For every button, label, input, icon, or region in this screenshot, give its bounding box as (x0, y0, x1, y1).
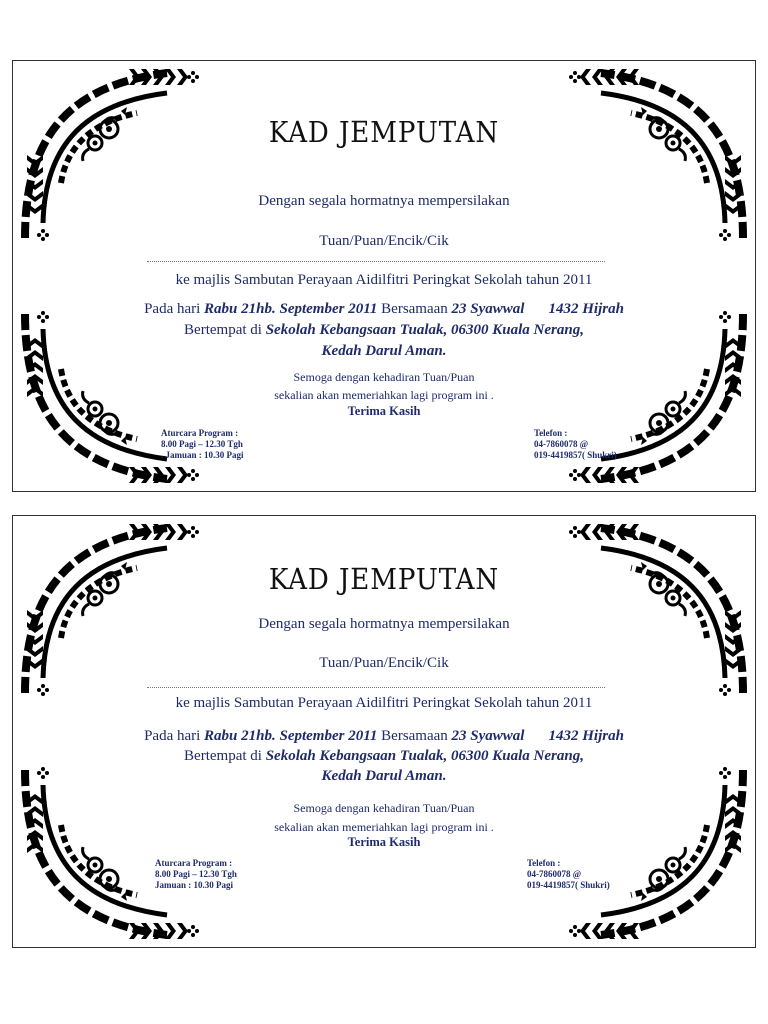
recipient-name-line (147, 261, 605, 262)
corner-ornament-top-left (17, 63, 207, 248)
phone-info (534, 428, 617, 461)
venue-line (13, 322, 755, 339)
phone-heading: Telefon : (527, 858, 561, 868)
corner-ornament-top-right (561, 518, 751, 703)
recipient-label: Tuan/Puan/Encik/Cik (319, 655, 449, 671)
date-gregorian: Rabu 21hb. September 2011 (204, 728, 378, 744)
invitation-card-1 (12, 60, 756, 492)
closing-line-1: Semoga dengan kehadiran Tuan/Puan (293, 801, 475, 815)
venue-line (13, 748, 755, 765)
closing-line-2: sekalian akan memeriahkan lagi program ini . (274, 388, 494, 402)
corner-ornament-bottom-right (561, 760, 751, 945)
greeting-text: Dengan segala hormatnya mempersilakan (258, 193, 510, 209)
greeting-text: Dengan segala hormatnya mempersilakan (258, 616, 510, 632)
program-heading: Aturcara Program : (161, 428, 239, 438)
program-info (155, 858, 237, 891)
date-mid: Bersamaan (377, 301, 452, 317)
corner-ornament-top-left (17, 518, 207, 703)
thanks-text: Terima Kasih (347, 835, 421, 849)
phone-heading: Telefon : (534, 428, 568, 438)
venue-line-2: Kedah Darul Aman. (321, 343, 447, 359)
date-hijri: 23 Syawwal (451, 301, 525, 317)
program-info (161, 428, 244, 461)
phone-number-1: 04-7860078 @ (534, 439, 589, 449)
date-line (13, 301, 755, 318)
invitation-card-2 (12, 515, 756, 948)
date-hijri: 23 Syawwal (451, 728, 525, 744)
phone-number-2: 019-4419857( Shukri) (534, 450, 617, 460)
program-meal: . Jamuan : 10.30 Pagi (161, 450, 244, 460)
closing-line-2: sekalian akan memeriahkan lagi program ini . (274, 820, 494, 834)
venue-prefix: Bertempat di (184, 748, 266, 764)
date-hijri-year: 1432 Hijrah (548, 301, 624, 317)
date-hijri-year: 1432 Hijrah (548, 728, 624, 744)
date-gregorian: Rabu 21hb. September 2011 (204, 301, 378, 317)
phone-info (527, 858, 610, 891)
venue-line-2: Kedah Darul Aman. (321, 768, 447, 784)
date-prefix: Pada hari (144, 301, 205, 317)
program-heading: Aturcara Program : (155, 858, 233, 868)
card-title: KAD JEMPUTAN (268, 562, 500, 596)
phone-number-2: 019-4419857( Shukri) (527, 880, 610, 890)
venue-name: Sekolah Kebangsaan Tualak, 06300 Kuala Nerang, (265, 322, 584, 338)
date-mid: Bersamaan (377, 728, 452, 744)
recipient-label: Tuan/Puan/Encik/Cik (319, 233, 449, 249)
thanks-text: Terima Kasih (347, 404, 421, 418)
corner-ornament-bottom-left (17, 760, 207, 945)
event-text: ke majlis Sambutan Perayaan Aidilfitri Peringkat Sekolah tahun 2011 (175, 272, 593, 288)
recipient-name-line (147, 687, 605, 688)
date-line (13, 728, 755, 745)
closing-line-1: Semoga dengan kehadiran Tuan/Puan (293, 370, 475, 384)
phone-number-1: 04-7860078 @ (527, 869, 582, 879)
event-text: ke majlis Sambutan Perayaan Aidilfitri Peringkat Sekolah tahun 2011 (175, 695, 593, 711)
venue-name: Sekolah Kebangsaan Tualak, 06300 Kuala Nerang, (265, 748, 584, 764)
card-title: KAD JEMPUTAN (268, 115, 500, 149)
program-time: 8.00 Pagi – 12.30 Tgh (155, 869, 237, 879)
date-prefix: Pada hari (144, 728, 205, 744)
program-meal: Jamuan : 10.30 Pagi (155, 880, 234, 890)
program-time: 8.00 Pagi – 12.30 Tgh (161, 439, 243, 449)
venue-prefix: Bertempat di (184, 322, 266, 338)
corner-ornament-top-right (561, 63, 751, 248)
